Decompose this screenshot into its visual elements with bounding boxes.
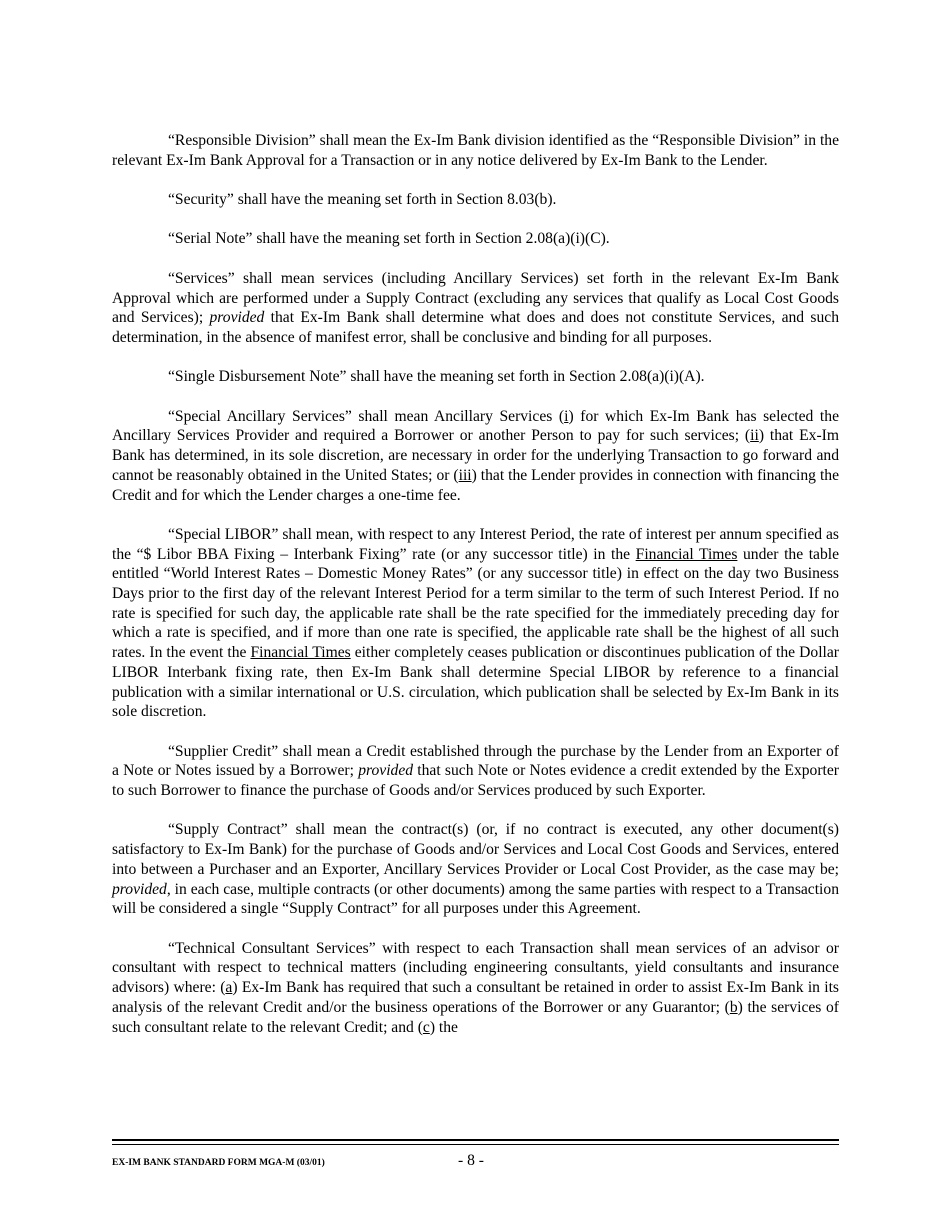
paragraph-text: either completely ceases publication or discontinues publication of the Dollar LIBOR Interbank fixing rate, then Ex-Im Bank shall determine Special LIBOR by reference to a financial publication with a similar international or U.S. circulation, which publication shall be selected by Ex-Im Bank in its sole discretion.	[112, 644, 839, 721]
definition-paragraph	[112, 525, 839, 722]
footer-rule-thick	[112, 1139, 839, 1141]
paragraph-text: “Special LIBOR” shall mean, with respect to any Interest Period, the rate of interest per annum specified as the “$ Libor BBA Fixing – Interbank Fixing” rate (or any successor title) in the	[112, 525, 839, 563]
paragraph-text: ) that Ex-Im Bank has determined, in its sole discretion, are necessary in order for the underlying Transaction to go forward and cannot be reasonably obtained in the United States; or (	[112, 427, 839, 484]
definition-paragraph	[112, 367, 839, 387]
paragraph-text: “Responsible Division” shall mean the Ex-Im Bank division identified as the “Responsible Division” in the relevant Ex-Im Bank Approval for a Transaction or in any notice delivered by Ex-Im Bank to the Lender.	[112, 132, 839, 169]
underlined-text: iii	[458, 466, 472, 484]
definition-paragraph	[112, 939, 839, 1038]
definition-paragraph	[112, 229, 839, 249]
paragraph-text: “Serial Note” shall have the meaning set forth in Section 2.08(a)(i)(C).	[168, 230, 610, 248]
italic-text: provided	[358, 762, 414, 780]
paragraph-text: that Ex-Im Bank shall determine what does and does not constitute Services, and such determination, in the absence of manifest error, shall be conclusive and binding for all purposes.	[112, 309, 840, 346]
page-number: - 8 -	[458, 1152, 484, 1169]
definition-paragraph	[112, 820, 839, 919]
italic-text: provided	[112, 880, 167, 898]
underlined-text: c	[422, 1018, 430, 1036]
paragraph-text: ) that the Lender provides in connection with financing the Credit and for which the Lender charges a one-time fee.	[112, 466, 839, 504]
paragraph-text: ) for which Ex-Im Bank has selected the Ancillary Services Provider and required a Borrower or another Person to pay for such services; (	[112, 407, 839, 445]
paragraph-text: “Technical Consultant Services” with respect to each Transaction shall mean services of an advisor or consultant with respect to technical matters (including engineering consultants, yield consultants and insurance advisors) where: (	[112, 939, 839, 997]
definition-paragraph	[112, 269, 839, 348]
paragraph-text: that such Note or Notes evidence a credit extended by the Exporter to such Borrower to finance the purchase of Goods and/or Services produced by such Exporter.	[112, 762, 839, 800]
paragraph-text: ) the	[429, 1018, 458, 1036]
paragraph-text: “Services” shall mean services (including Ancillary Services) set forth in the relevant Ex-Im Bank Approval which are performed under a Supply Contract (excluding any services that qualify as Local Cost Goods and Services);	[112, 269, 839, 327]
paragraph-text: , in each case, multiple contracts (or other documents) among the same parties with respect to a Transaction will be considered a single “Supply Contract” for all purposes under this Agreement.	[112, 880, 839, 918]
italic-text: provided	[209, 309, 265, 327]
underlined-text: Financial Times	[250, 644, 351, 662]
underlined-text: ii	[750, 427, 759, 445]
paragraph-text: “Supply Contract” shall mean the contract(s) (or, if no contract is executed, any other document(s) satisfactory to Ex-Im Bank) for the purchase of Goods and/or Services and Local Cost Goods and Services, entered into between a Purchaser and an Exporter, Ancillary Services Provider or Local Cost Provider, as the case may be;	[112, 821, 839, 878]
footer-rule-thin	[112, 1144, 839, 1145]
paragraph-text: “Special Ancillary Services” shall mean Ancillary Services (	[168, 407, 565, 425]
underlined-text: b	[729, 998, 738, 1016]
document-body	[112, 131, 839, 1057]
definition-paragraph	[112, 190, 839, 210]
definition-paragraph	[112, 742, 839, 801]
paragraph-text: under the table entitled “World Interest Rates – Domestic Money Rates” (or any successor title) in effect on the day two Business Days prior to the first day of the relevant Interest Period for a term similar to the term of such Interest Period. If no rate is specified for such day, the applicable rate shall be the rate specified for the immediately preceding day for which a rate is specified, and if more than one rate is specified, the applicable rate shall be the highest of all such rates. In the event the	[112, 545, 839, 662]
paragraph-text: ) the services of such consultant relate to the relevant Credit; and (	[112, 998, 839, 1036]
paragraph-text: “Supplier Credit” shall mean a Credit established through the purchase by the Lender from an Exporter of a Note or Notes issued by a Borrower;	[112, 742, 839, 780]
footer-form-label: EX-IM BANK STANDARD FORM MGA-M (03/01)	[112, 1158, 325, 1168]
underlined-text: a	[225, 979, 233, 997]
underlined-text: Financial Times	[635, 545, 738, 563]
paragraph-text: ) Ex-Im Bank has required that such a consultant be retained in order to assist Ex-Im Bank in its analysis of the relevant Credit and/or the business operations of the Borrower or any Guarantor; (	[112, 979, 839, 1016]
underlined-text: i	[564, 407, 569, 425]
definition-paragraph	[112, 407, 839, 506]
paragraph-text: “Single Disbursement Note” shall have the meaning set forth in Section 2.08(a)(i)(A).	[168, 368, 705, 386]
paragraph-text: “Security” shall have the meaning set forth in Section 8.03(b).	[168, 191, 557, 209]
definition-paragraph	[112, 131, 839, 170]
